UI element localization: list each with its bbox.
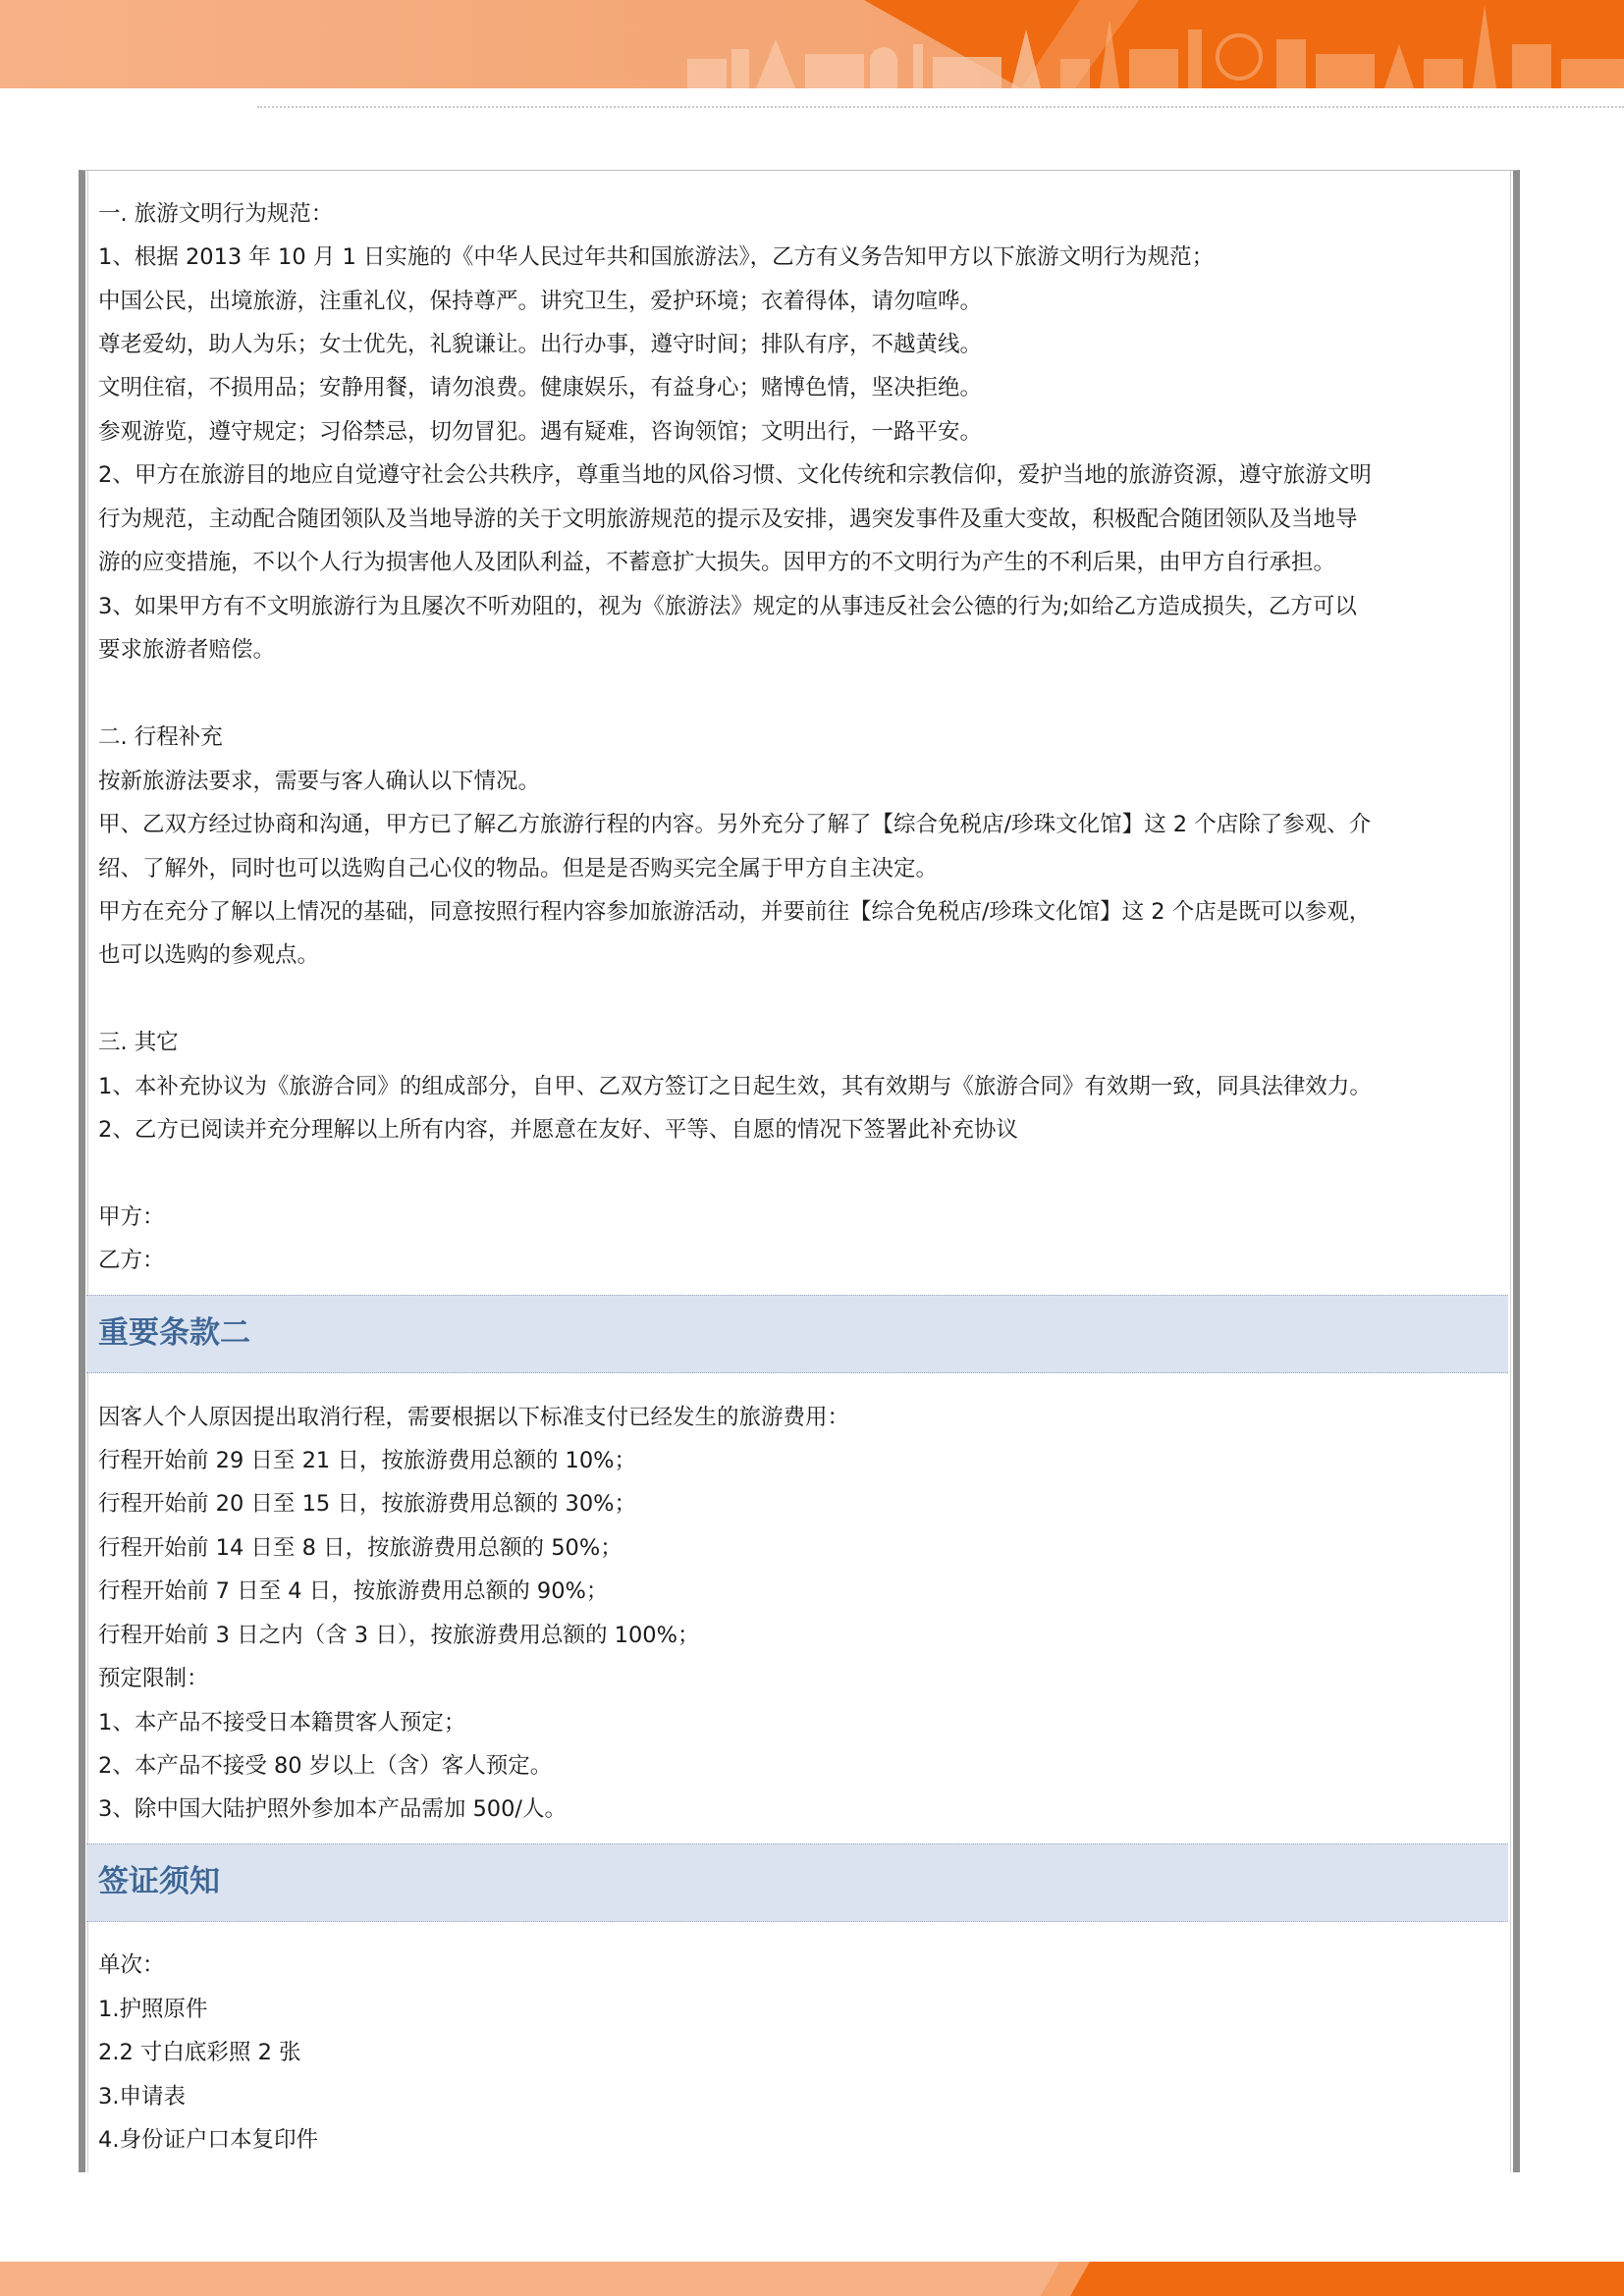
text-line: 参观游览，遵守规定；习俗禁忌，切勿冒犯。遇有疑难，咨询领馆；文明出行，一路平安。 xyxy=(98,419,983,445)
text-line: 行程开始前 3 日之内（含 3 日），按旅游费用总额的 100%； xyxy=(98,1623,700,1648)
text-line: 预定限制： xyxy=(98,1666,209,1691)
text-line: 也可以选购的参观点。 xyxy=(98,942,320,968)
text-line: 行程开始前 29 日至 21 日，按旅游费用总额的 10%； xyxy=(98,1448,637,1473)
party-b-label: 乙方： xyxy=(98,1248,165,1273)
section-title: 签证须知 xyxy=(98,1864,220,1899)
text-line: 游的应变措施，不以个人行为损害他人及团队利益，不蓄意扩大损失。因甲方的不文明行为产生的不利后果，由甲方自行承担。 xyxy=(98,550,1336,575)
text-line: 3、除中国大陆护照外参加本产品需加 500/人。 xyxy=(98,1796,567,1822)
section-title: 重要条款二 xyxy=(98,1315,250,1351)
text-line: 1、根据 2013 年 10 月 1 日实施的《中华人民过年共和国旅游法》，乙方有义务告知甲方以下旅游文明行为规范； xyxy=(98,244,1215,270)
footer-banner xyxy=(0,2262,1624,2296)
text-line: 1、本补充协议为《旅游合同》的组成部分，自甲、乙双方签订之日起生效，其有效期与《旅游合同》有效期一致，同具法律效力。 xyxy=(98,1074,1372,1099)
party-a-label: 甲方： xyxy=(98,1204,165,1230)
text-line: 中国公民，出境旅游，注重礼仪，保持尊严。讲究卫生，爱护环境；衣着得体，请勿喧哗。 xyxy=(98,289,983,314)
section-header-important-terms xyxy=(86,1295,1508,1373)
text-line: 行程开始前 14 日至 8 日，按旅游费用总额的 50%； xyxy=(98,1535,623,1561)
section-header-visa xyxy=(86,1843,1508,1922)
text-line: 甲、乙双方经过协商和沟通，甲方已了解乙方旅游行程的内容。另外充分了解了【综合免税店/珍珠文化馆】这 2 个店除了参观、介 xyxy=(98,812,1372,837)
text-line: 按新旅游法要求，需要与客人确认以下情况。 xyxy=(98,769,541,794)
text-line: 行为规范，主动配合随团领队及当地导游的关于文明旅游规范的提示及安排，遇突发事件及重大变故，积极配合随团领队及当地导 xyxy=(98,507,1358,532)
text-line: 1.护照原件 xyxy=(98,1997,208,2022)
heading-civilized-travel: 一. 旅游文明行为规范： xyxy=(98,201,334,227)
text-line: 2、本产品不接受 80 岁以上（含）客人预定。 xyxy=(98,1753,553,1779)
header-divider xyxy=(257,106,1624,108)
text-line: 甲方在充分了解以上情况的基础，同意按照行程内容参加旅游活动，并要前往【综合免税店/珍珠文化馆】这 2 个店是既可以参观， xyxy=(98,899,1372,925)
text-line: 要求旅游者赔偿。 xyxy=(98,637,276,663)
text-line: 4.身份证户口本复印件 xyxy=(98,2127,318,2153)
text-line: 2.2 寸白底彩照 2 张 xyxy=(98,2040,301,2065)
text-line: 文明住宿，不损用品；安静用餐，请勿浪费。健康娱乐，有益身心；赌博色情，坚决拒绝。 xyxy=(98,375,983,400)
text-line: 行程开始前 20 日至 15 日，按旅游费用总额的 30%； xyxy=(98,1491,637,1517)
heading-itinerary-supplement: 二. 行程补充 xyxy=(98,724,223,750)
text-line: 尊老爱幼，助人为乐；女士优先，礼貌谦让。出行办事，遵守时间；排队有序，不越黄线。 xyxy=(98,332,983,357)
text-line: 2、乙方已阅读并充分理解以上所有内容，并愿意在友好、平等、自愿的情况下签署此补充协议 xyxy=(98,1117,1018,1143)
text-line: 1、本产品不接受日本籍贯客人预定； xyxy=(98,1710,466,1735)
heading-other: 三. 其它 xyxy=(98,1030,179,1055)
text-line: 3.申请表 xyxy=(98,2084,186,2109)
text-line: 单次： xyxy=(98,1952,165,1978)
text-line: 绍、了解外，同时也可以选购自己心仪的物品。但是是否购买完全属于甲方自主决定。 xyxy=(98,856,939,881)
header-banner xyxy=(0,0,1624,88)
text-line: 因客人个人原因提出取消行程，需要根据以下标准支付已经发生的旅游费用： xyxy=(98,1405,850,1430)
text-line: 3、如果甲方有不文明旅游行为且屡次不听劝阻的，视为《旅游法》规定的从事违反社会公德的行为;如给乙方造成损失，乙方可以 xyxy=(98,594,1357,619)
text-line: 2、甲方在旅游目的地应自觉遵守社会公共秩序，尊重当地的风俗习惯、文化传统和宗教信仰，爱护当地的旅游资源，遵守旅游文明 xyxy=(98,462,1372,488)
text-line: 行程开始前 7 日至 4 日，按旅游费用总额的 90%； xyxy=(98,1578,609,1604)
